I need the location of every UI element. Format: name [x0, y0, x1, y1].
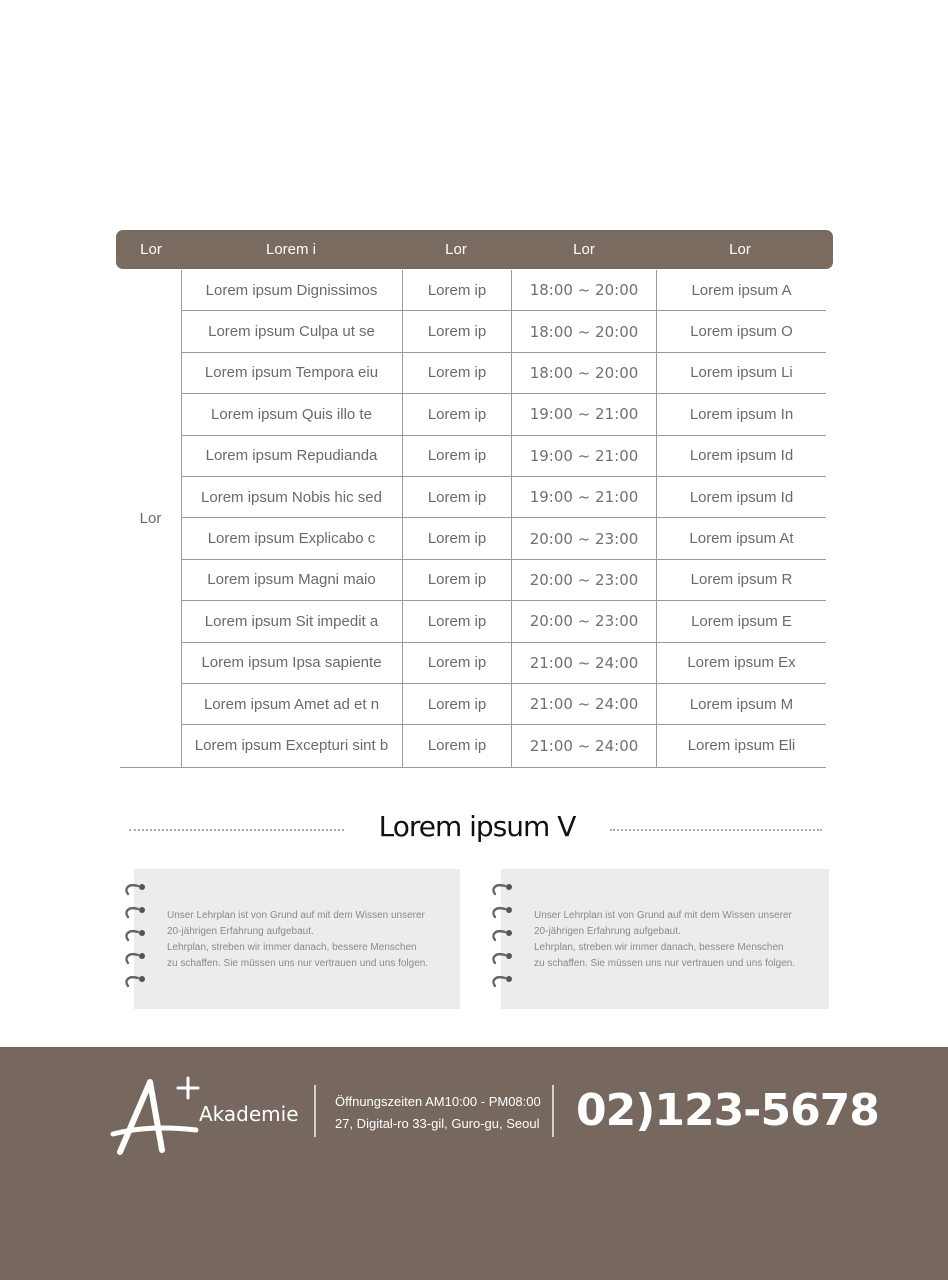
- type-cell: Lorem ip: [403, 643, 512, 683]
- opening-hours: Öffnungszeiten AM10:00 - PM08:00: [335, 1094, 541, 1109]
- time-cell: 20:00 ~ 23:00: [512, 601, 657, 641]
- header-col-time: Lor: [573, 241, 595, 258]
- notepad-text: [534, 908, 819, 972]
- logo-text: Akademie: [199, 1102, 299, 1126]
- notepad-card: [134, 869, 460, 1009]
- footer-info: [335, 1091, 541, 1135]
- course-cell: Lorem ipsum Dignissimos: [181, 270, 403, 310]
- table-row: [181, 477, 826, 518]
- ring-icon: [489, 973, 517, 996]
- note-line: 20-jährigen Erfahrung aufgebaut.: [167, 926, 314, 937]
- time-cell: 21:00 ~ 24:00: [512, 643, 657, 683]
- type-cell: Lorem ip: [403, 684, 512, 724]
- phone-number[interactable]: 02)123-5678: [576, 1085, 879, 1136]
- ring-icon: [489, 950, 517, 973]
- course-cell: Lorem ipsum Sit impedit a: [181, 601, 403, 641]
- table-row: [181, 643, 826, 684]
- schedule-header: [116, 230, 833, 269]
- time-cell: 19:00 ~ 21:00: [512, 436, 657, 476]
- type-cell: Lorem ip: [403, 560, 512, 600]
- table-row: [181, 311, 826, 352]
- teacher-cell: Lorem ipsum A: [691, 281, 792, 299]
- ring-icon: [489, 881, 517, 904]
- time-cell: 19:00 ~ 21:00: [512, 394, 657, 434]
- time-cell: 18:00 ~ 20:00: [512, 353, 657, 393]
- table-row: [181, 725, 826, 766]
- table-row: [181, 518, 826, 559]
- header-col-course: Lorem i: [265, 241, 317, 258]
- time-cell: 21:00 ~ 24:00: [512, 725, 657, 766]
- teacher-cell: Lorem ipsum M: [689, 695, 794, 713]
- teacher-cell: Lorem ipsum R: [690, 571, 793, 589]
- course-cell: Lorem ipsum Excepturi sint b: [181, 725, 403, 766]
- type-cell: Lorem ip: [403, 394, 512, 434]
- course-cell: Lorem ipsum Tempora eiu: [181, 353, 403, 393]
- type-cell: Lorem ip: [403, 725, 512, 766]
- time-cell: 18:00 ~ 20:00: [512, 270, 657, 310]
- note-line: 20-jährigen Erfahrung aufgebaut.: [534, 926, 681, 937]
- course-cell: Lorem ipsum Amet ad et n: [181, 684, 403, 724]
- notepad-card: [501, 869, 829, 1009]
- table-row: [181, 601, 826, 642]
- teacher-cell: Lorem ipsum O: [690, 323, 793, 341]
- spiral-binding-icon: [489, 881, 517, 996]
- type-cell: Lorem ip: [403, 518, 512, 558]
- course-cell: Lorem ipsum Magni maio: [181, 560, 403, 600]
- footer-divider: [552, 1085, 554, 1137]
- header-col-type: Lor: [445, 241, 467, 258]
- time-cell: 21:00 ~ 24:00: [512, 684, 657, 724]
- table-row: [181, 394, 826, 435]
- course-cell: Lorem ipsum Explicabo c: [181, 518, 403, 558]
- header-col-group: Lor: [140, 241, 162, 258]
- footer: [0, 1047, 948, 1280]
- type-cell: Lorem ip: [403, 477, 512, 517]
- ring-icon: [122, 927, 150, 950]
- table-row: [181, 353, 826, 394]
- time-cell: 20:00 ~ 23:00: [512, 560, 657, 600]
- dotted-divider-right: [610, 829, 822, 831]
- table-row: [181, 270, 826, 311]
- course-cell: Lorem ipsum Culpa ut se: [181, 311, 403, 351]
- time-cell: 19:00 ~ 21:00: [512, 477, 657, 517]
- course-cell: Lorem ipsum Repudianda: [181, 436, 403, 476]
- ring-icon: [122, 973, 150, 996]
- teacher-cell: Lorem ipsum In: [689, 405, 794, 423]
- time-cell: 18:00 ~ 20:00: [512, 311, 657, 351]
- header-col-teacher: Lor: [729, 241, 751, 258]
- ring-icon: [489, 927, 517, 950]
- ring-icon: [489, 904, 517, 927]
- type-cell: Lorem ip: [403, 436, 512, 476]
- table-row: [181, 436, 826, 477]
- footer-divider: [314, 1085, 316, 1137]
- type-cell: Lorem ip: [403, 311, 512, 351]
- course-cell: Lorem ipsum Quis illo te: [181, 394, 403, 434]
- course-cell: Lorem ipsum Ipsa sapiente: [181, 643, 403, 683]
- type-cell: Lorem ip: [403, 601, 512, 641]
- note-line: zu schaffen. Sie müssen uns nur vertrauen und uns folgen.: [167, 958, 429, 969]
- time-cell: 20:00 ~ 23:00: [512, 518, 657, 558]
- schedule-table: [120, 270, 826, 768]
- teacher-cell: Lorem ipsum Id: [689, 488, 794, 506]
- teacher-cell: Lorem ipsum Ex: [687, 654, 796, 672]
- schedule-rows: [181, 270, 826, 767]
- ring-icon: [122, 950, 150, 973]
- dotted-divider-left: [129, 829, 344, 831]
- teacher-cell: Lorem ipsum E: [691, 612, 792, 630]
- spiral-binding-icon: [122, 881, 150, 996]
- note-line: Unser Lehrplan ist von Grund auf mit dem Wissen unserer: [534, 910, 792, 921]
- course-cell: Lorem ipsum Nobis hic sed: [181, 477, 403, 517]
- note-line: Lehrplan, streben wir immer danach, bessere Menschen: [167, 942, 417, 953]
- address: 27, Digital-ro 33-gil, Guro-gu, Seoul: [335, 1116, 540, 1131]
- group-label: Lor: [120, 270, 182, 767]
- teacher-cell: Lorem ipsum Eli: [687, 737, 796, 755]
- type-cell: Lorem ip: [403, 353, 512, 393]
- ring-icon: [122, 904, 150, 927]
- teacher-cell: Lorem ipsum Li: [690, 364, 793, 382]
- type-cell: Lorem ip: [403, 270, 512, 310]
- table-row: [181, 684, 826, 725]
- note-line: Unser Lehrplan ist von Grund auf mit dem Wissen unserer: [167, 910, 425, 921]
- teacher-cell: Lorem ipsum Id: [689, 447, 794, 465]
- notepad-text: [167, 908, 452, 972]
- ring-icon: [122, 881, 150, 904]
- note-line: zu schaffen. Sie müssen uns nur vertrauen und uns folgen.: [534, 958, 796, 969]
- table-row: [181, 560, 826, 601]
- teacher-cell: Lorem ipsum At: [689, 530, 794, 548]
- note-line: Lehrplan, streben wir immer danach, bessere Menschen: [534, 942, 784, 953]
- section-title: Lorem ipsum V: [378, 810, 576, 843]
